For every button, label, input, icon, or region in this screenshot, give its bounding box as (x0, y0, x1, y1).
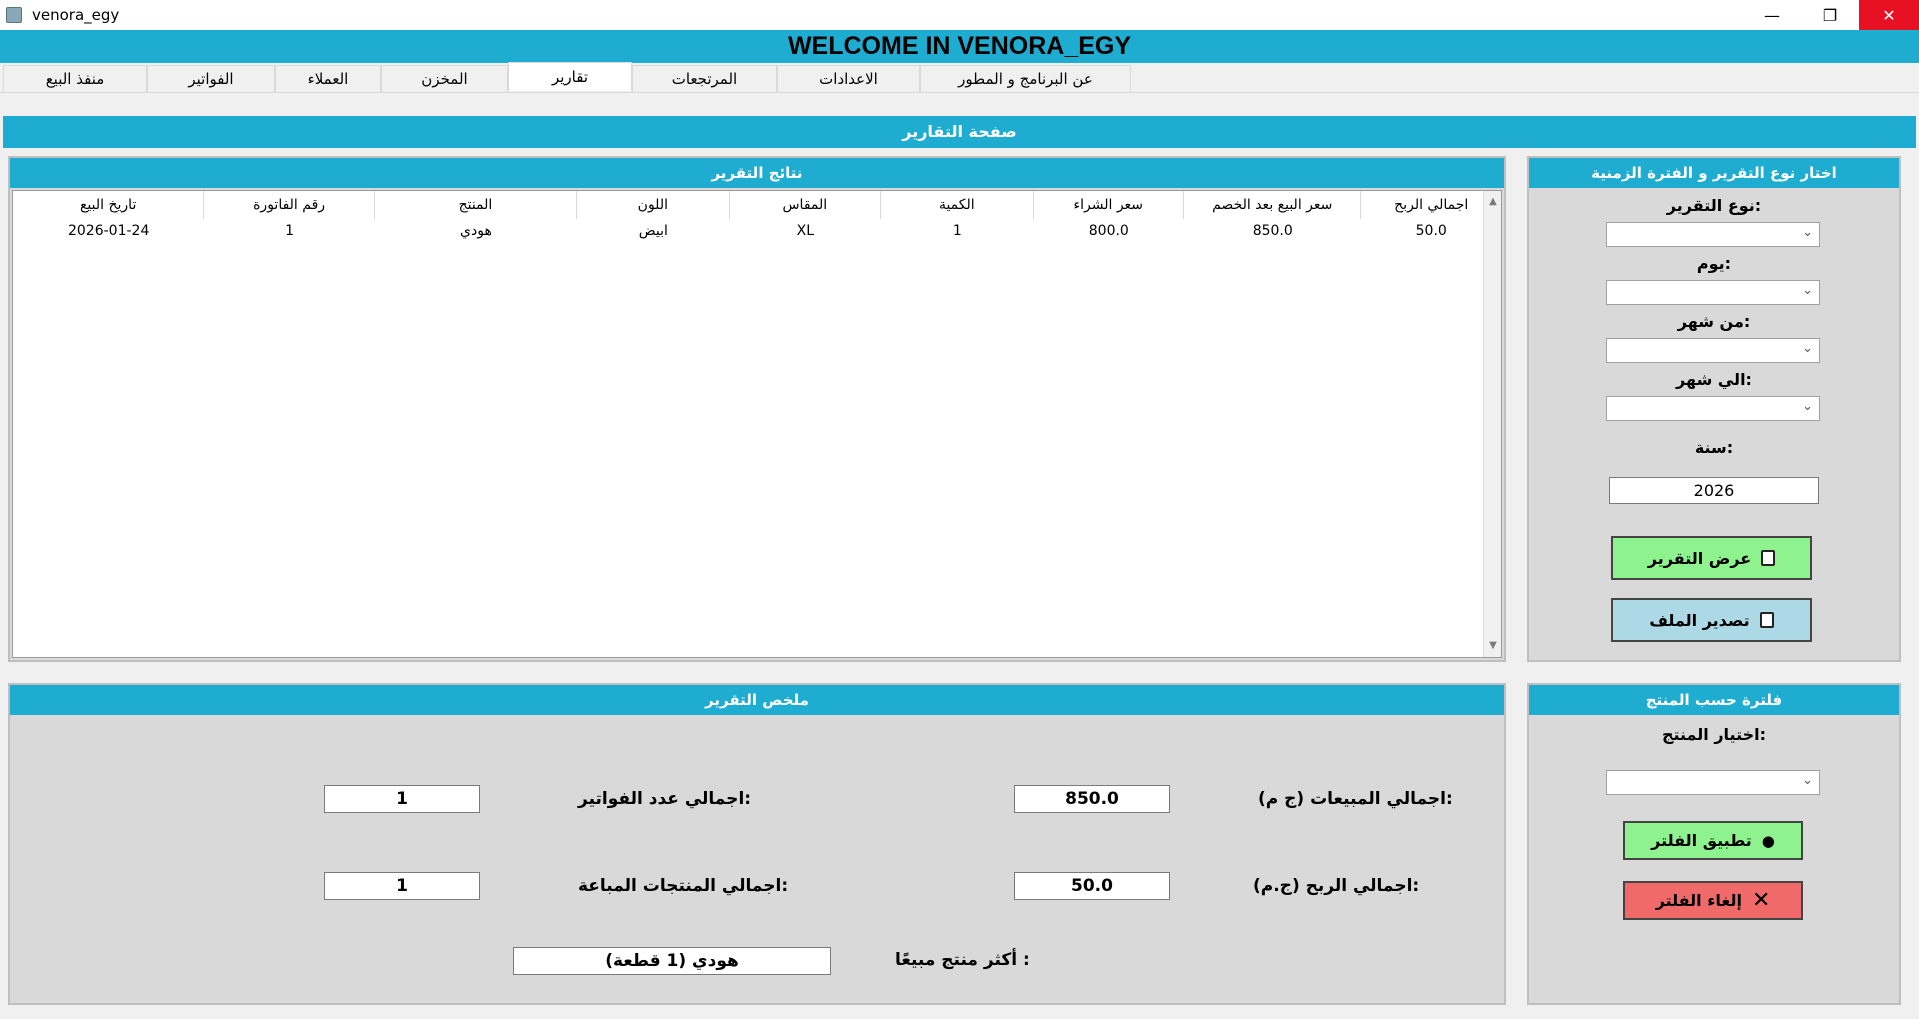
summary-title: ملخص التقرير (10, 685, 1504, 715)
tab-settings[interactable]: الاعدادات (777, 65, 920, 92)
to-month-label: الي شهر: (1676, 370, 1752, 389)
chevron-down-icon: ⌄ (1802, 341, 1813, 356)
to-month-select[interactable] (1606, 396, 1820, 421)
column-header[interactable]: اللون (577, 191, 729, 219)
column-header[interactable]: سعر البيع بعد الخصم (1184, 191, 1361, 219)
summary-frame (8, 683, 1506, 1005)
year-label: سنة: (1694, 438, 1734, 457)
save-icon (1760, 612, 1774, 628)
best-seller-value: هودي (1 قطعة) (513, 947, 831, 975)
total-products-sold-value: 1 (324, 872, 480, 900)
apply-filter-button[interactable] (1623, 821, 1803, 860)
column-header[interactable]: الكمية (881, 191, 1033, 219)
chevron-down-icon: ⌄ (1802, 225, 1813, 240)
tab-customers[interactable]: العملاء (275, 65, 381, 92)
apply-filter-label: تطبيق الفلتر (1651, 831, 1752, 850)
export-file-label: تصدير الملف (1649, 610, 1750, 630)
total-sales-value: 850.0 (1014, 785, 1170, 813)
results-table (12, 190, 1502, 658)
close-icon: ✕ (1751, 888, 1771, 913)
table-cell: 50.0 (1415, 223, 1447, 239)
period-panel (1527, 156, 1901, 662)
table-cell: 1 (285, 223, 295, 239)
column-header[interactable]: المنتج (375, 191, 577, 219)
period-panel-title: اختار نوع التقرير و الفترة الزمنية (1529, 158, 1899, 188)
tabstrip-divider (0, 92, 1919, 93)
table-cell: 800.0 (1088, 223, 1129, 239)
total-invoices-value: 1 (324, 785, 480, 813)
column-header[interactable]: رقم الفاتورة (204, 191, 374, 219)
document-icon (1761, 550, 1775, 566)
window-controls (1743, 0, 1919, 30)
report-type-label: نوع التقرير: (1666, 196, 1762, 215)
show-report-button[interactable] (1611, 536, 1812, 580)
total-profit-label: اجمالي الربح (ج.م): (1253, 876, 1420, 896)
table-cell: ابيض (638, 223, 668, 239)
window-title: venora_egy (32, 6, 120, 24)
search-icon: ● (1761, 831, 1775, 850)
chevron-down-icon: ⌄ (1802, 283, 1813, 298)
total-products-sold-label: اجمالي المنتجات المباعة: (578, 876, 789, 896)
day-select[interactable] (1606, 280, 1820, 305)
table-header-row (13, 191, 1501, 219)
filter-panel-title: فلترة حسب المنتج (1529, 685, 1899, 715)
table-cell: XL (796, 223, 815, 239)
filter-panel (1527, 683, 1901, 1005)
year-input[interactable]: 2026 (1609, 477, 1819, 504)
column-header[interactable]: تاريخ البيع (13, 191, 204, 219)
table-row[interactable] (13, 219, 1501, 243)
export-file-button[interactable] (1611, 598, 1812, 642)
tab-returns[interactable]: المرتجعات (632, 65, 777, 92)
chevron-down-icon: ⌄ (1802, 773, 1813, 788)
table-cell: هودي (460, 223, 492, 239)
cancel-filter-label: إلغاء الفلتر (1655, 891, 1742, 910)
total-sales-label: اجمالي المبيعات (ج م): (1258, 789, 1453, 809)
total-profit-value: 50.0 (1014, 872, 1170, 900)
table-cell: 850.0 (1252, 223, 1293, 239)
table-cell: 2026-01-24 (67, 223, 150, 239)
results-scrollbar[interactable] (1483, 191, 1501, 657)
app-icon (6, 7, 22, 23)
total-invoices-label: اجمالي عدد الفواتير: (578, 789, 752, 809)
page-title: صفحة التقارير (3, 116, 1916, 148)
tab-pos[interactable]: منفذ البيع (3, 65, 147, 92)
tab-inventory[interactable]: المخزن (381, 65, 508, 92)
window-titlebar (0, 0, 1919, 30)
tab-about[interactable]: عن البرنامج و المطور (920, 65, 1131, 92)
product-select-label: اختيار المنتج: (1661, 725, 1767, 744)
scroll-down-icon[interactable]: ▼ (1489, 640, 1497, 651)
report-type-select[interactable] (1606, 222, 1820, 247)
from-month-label: من شهر: (1677, 312, 1751, 331)
column-header[interactable]: سعر الشراء (1034, 191, 1185, 219)
restore-button[interactable]: ❐ (1822, 5, 1838, 25)
tab-reports[interactable]: تقارير (508, 62, 632, 91)
table-cell: 1 (952, 223, 962, 239)
scroll-up-icon[interactable]: ▲ (1489, 196, 1497, 207)
show-report-label: عرض التقرير (1647, 548, 1752, 568)
product-select[interactable] (1606, 770, 1820, 795)
from-month-select[interactable] (1606, 338, 1820, 363)
column-header[interactable]: اجمالي الربح (1394, 197, 1469, 213)
tab-invoices[interactable]: الفواتير (147, 65, 275, 92)
welcome-banner: WELCOME IN VENORA_EGY (0, 30, 1919, 63)
results-frame (8, 156, 1506, 662)
chevron-down-icon: ⌄ (1802, 399, 1813, 414)
main-tabs (3, 65, 1131, 92)
best-seller-label: أكثر منتج مبيعًا : (895, 950, 1030, 970)
close-button[interactable]: ✕ (1859, 0, 1919, 30)
column-header[interactable]: المقاس (730, 191, 881, 219)
minimize-button[interactable]: — (1764, 5, 1780, 25)
day-label: يوم: (1696, 254, 1732, 273)
results-title: نتائج التقرير (10, 158, 1504, 188)
cancel-filter-button[interactable] (1623, 881, 1803, 920)
